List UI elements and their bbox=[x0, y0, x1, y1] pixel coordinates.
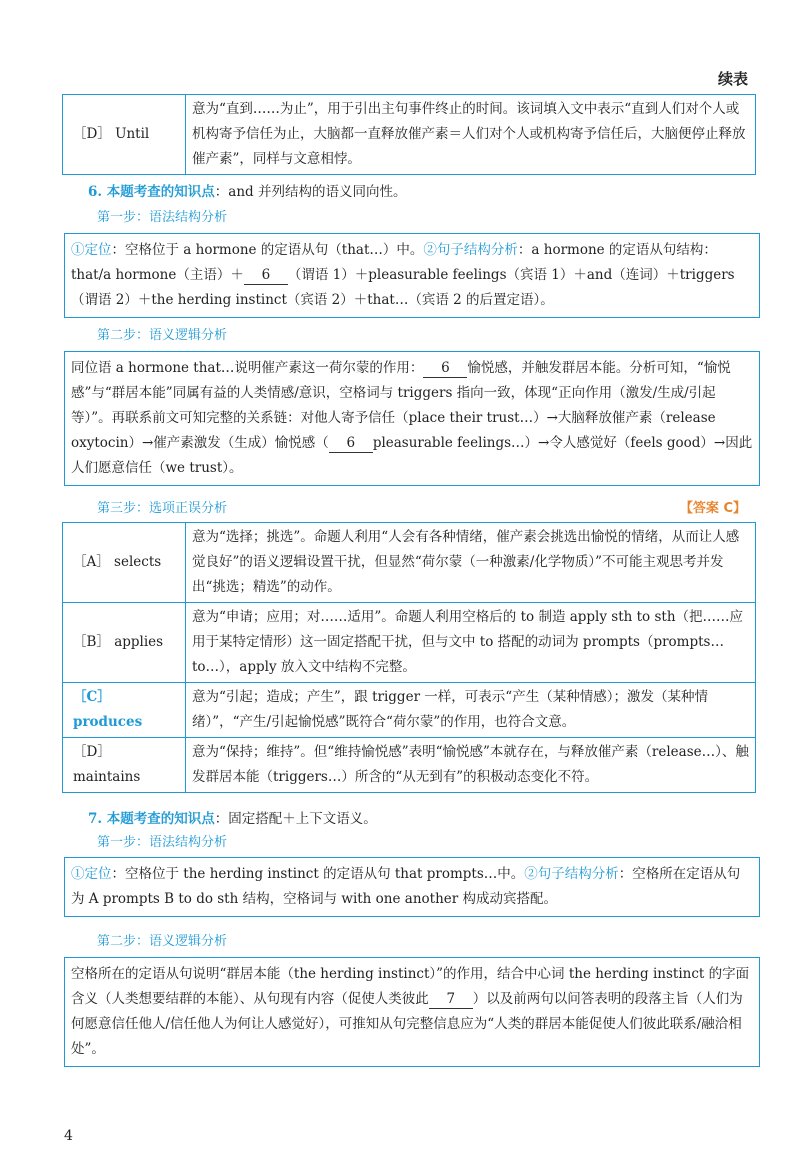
logic-text-b: ）以及前两句以问答表明的段落主旨（人们为何愿意信任他人/信任他人为何让人感觉好），可推知从句完整信息应为“人类的群居本能促使人们彼此联系/融洽相处”。 bbox=[71, 991, 743, 1057]
option-text: 意为“选择；挑选”。命题人利用“人会有各种情绪，催产素会挑选出愉悦的情绪，从而让人感觉良好”的语义逻辑设置干扰，但显然“荷尔蒙（一种激素/化学物质）”不可能主观思考并发出“挑选；精选”的动作。 bbox=[186, 523, 756, 603]
continued-label: 续表 bbox=[717, 70, 748, 88]
answer-badge: 【答案 C】 bbox=[679, 501, 746, 516]
logic-text-a: 空格所在的定语从句说明“群居本能（the herding instinct）”的作用，结合中心词 the herding instinct 的字面含义（人类想要结群的本能）、从句现有内容（促使人类彼此 bbox=[71, 966, 750, 1007]
option-text: 意为“申请；应用；对……适用”。命题人利用空格后的 to 制造 apply sth to sth（把……应用于某特定情形）这一固定搭配干扰，但与文中 to 搭配的动词为 prompts（prompts…to…），apply 放入文中结构不完整。 bbox=[186, 603, 756, 683]
q6-step2-title: 第二步：语义逻辑分析 bbox=[97, 328, 228, 343]
option-label: ［A］ selects bbox=[63, 523, 186, 603]
blank-6: 6 bbox=[329, 434, 373, 453]
table-row bbox=[63, 738, 756, 793]
option-text: 意为“引起；造成；产生”，跟 trigger 一样，可表示“产生（某种情感）；激发（某种情绪）”，“产生/引起愉悦感”既符合“荷尔蒙”的作用，也符合文意。 bbox=[186, 683, 756, 738]
table-row bbox=[63, 683, 756, 738]
locate-label: ①定位 bbox=[71, 866, 112, 882]
option-label: ［D］ maintains bbox=[63, 738, 186, 793]
option-label: ［B］ applies bbox=[63, 603, 186, 683]
blank-6: 6 bbox=[244, 266, 288, 285]
q6-title: ：and 并列结构的语义同向性。 bbox=[214, 184, 407, 200]
q6-grammar-box bbox=[64, 233, 760, 318]
structure-label: ②句子结构分析 bbox=[423, 242, 518, 258]
top-table bbox=[62, 94, 756, 175]
option-label: ［D］ Until bbox=[63, 95, 186, 175]
blank-6: 6 bbox=[423, 359, 467, 378]
table-row bbox=[63, 523, 756, 603]
structure-text: ：空格所在定语从句为 A prompts B to do sth 结构，空格词与 with one another 构成动宾搭配。 bbox=[71, 866, 741, 907]
blank-7: 7 bbox=[429, 990, 473, 1009]
logic-text-b: 愉悦感，并触发群居本能。分析可知，“愉悦感”与“群居本能”同属有益的人类情感/意识，空格词与 triggers 指向一致，体现“正向作用（激发/生成/引起等）”。再联系前文可知完整的关系链：对他人寄予信任（place their trust…）→大脑释放催产素（release oxytocin）→催产素激发（生成）愉悦感（ bbox=[71, 360, 731, 451]
option-text: 意为“保持；维持”。但“维持愉悦感”表明“愉悦感”本就存在，与释放催产素（release…）、触发群居本能（triggers…）所含的“从无到有”的积极动态变化不符。 bbox=[186, 738, 756, 793]
q7-grammar-box bbox=[64, 857, 760, 917]
q6-number: 6. 本题考查的知识点 bbox=[88, 184, 215, 200]
structure-label: ②句子结构分析 bbox=[524, 866, 619, 882]
table-row bbox=[63, 95, 756, 175]
q6-step1-title: 第一步：语法结构分析 bbox=[97, 210, 228, 225]
q7-heading bbox=[88, 807, 377, 827]
logic-text-c: pleasurable feelings…）→令人感觉好（feels good）→因此人们愿意信任（we trust）。 bbox=[71, 435, 753, 476]
page-number: 4 bbox=[64, 1128, 73, 1144]
q6-step3-title: 第三步：选项正误分析 bbox=[97, 501, 228, 516]
q7-step2-title: 第二步：语义逻辑分析 bbox=[97, 934, 228, 949]
q7-step1-title: 第一步：语法结构分析 bbox=[97, 835, 228, 850]
option-text: 意为“直到……为止”，用于引出主句事件终止的时间。该词填入文中表示“直到人们对个人或机构寄予信任为止，大脑都一直释放催产素＝人们对个人或机构寄予信任后，大脑便停止释放催产素”，同样与文意相悖。 bbox=[186, 95, 756, 175]
logic-text-a: 同位语 a hormone that…说明催产素这一荷尔蒙的作用： bbox=[71, 360, 424, 376]
q6-heading bbox=[88, 180, 406, 200]
table-row bbox=[63, 603, 756, 683]
structure-text-b: （谓语 1）＋pleasurable feelings（宾语 1）＋and（连词）＋triggers（谓语 2）＋the herding instinct（宾语 2）＋that…（宾语 2 的后置定语）。 bbox=[71, 267, 735, 308]
q6-logic-box bbox=[64, 351, 760, 486]
options-table bbox=[62, 522, 756, 793]
q7-logic-box bbox=[64, 957, 760, 1067]
locate-label: ①定位 bbox=[71, 242, 112, 258]
locate-text: ：空格位于 a hormone 的定语从句（that…）中。 bbox=[111, 242, 424, 258]
option-label-correct: ［C］ produces bbox=[63, 683, 186, 738]
locate-text: ：空格位于 the herding instinct 的定语从句 that prompts…中。 bbox=[111, 866, 525, 882]
q7-number: 7. 本题考查的知识点 bbox=[88, 811, 215, 827]
q7-title: ：固定搭配＋上下文语义。 bbox=[214, 811, 377, 827]
structure-text-a: ：a hormone 的定语从句结构：that/a hormone（主语）＋ bbox=[71, 242, 717, 283]
